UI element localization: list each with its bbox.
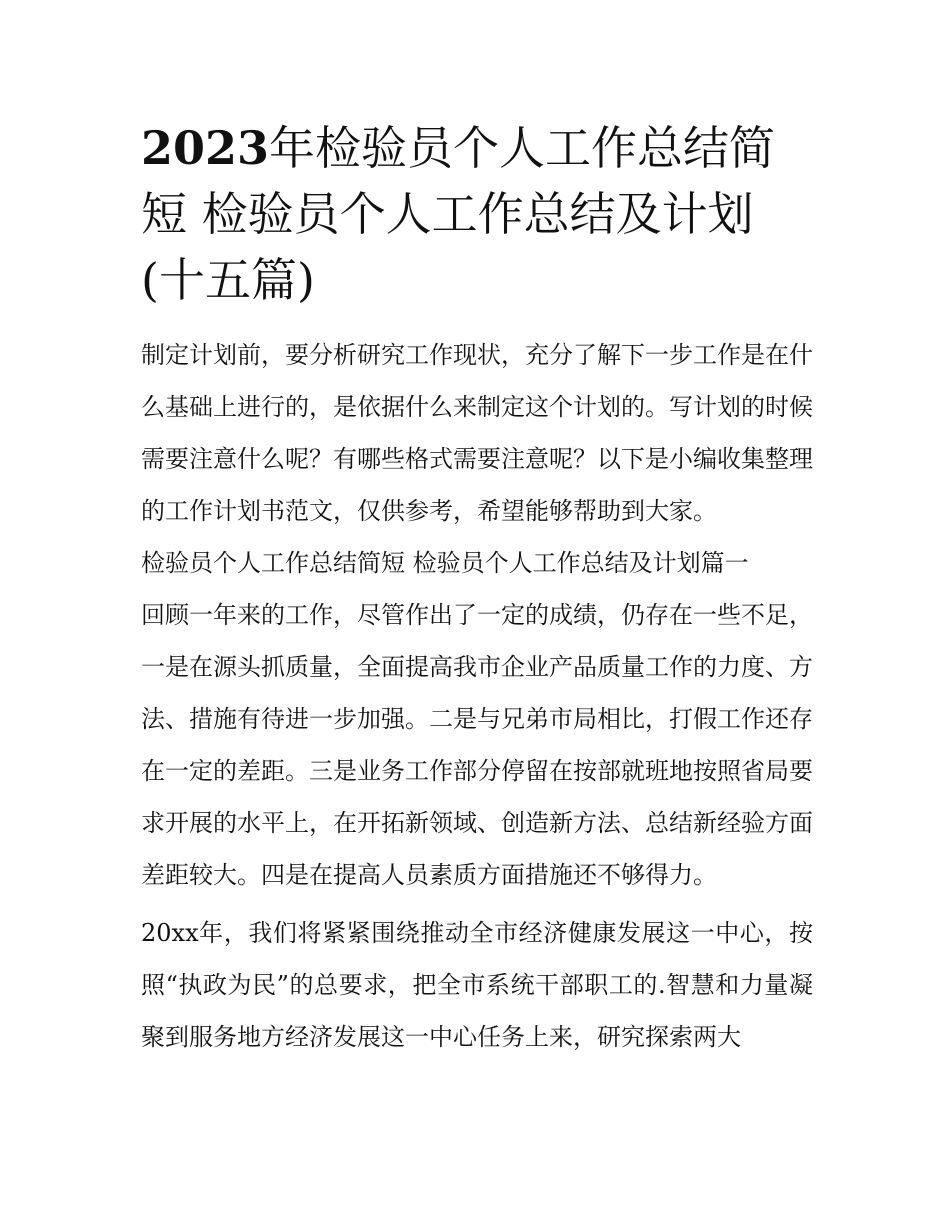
review-paragraph: 回顾一年来的工作，尽管作出了一定的成绩，仍存在一些不足，一是在源头抓质量，全面提高我市企业产品质量工作的力度、方法、措施有待进一步加强。二是与兄弟市局相比，打假工作还存在一定的差距。三是业务工作部分停留在按部就班地按照省局要求开展的水平上，在开拓新领域、创造新方法、总结新经验方面差距较大。四是在提高人员素质方面措施还不够得力。 bbox=[141, 601, 813, 889]
intro-paragraph: 制定计划前，要分析研究工作现状，充分了解下一步工作是在什么基础上进行的，是依据什么来制定这个计划的。写计划的时候需要注意什么呢？有哪些格式需要注意呢？以下是小编收集整理的工作计划书范文，仅供参考，希望能够帮助到大家。 bbox=[141, 341, 813, 525]
document-title bbox=[141, 115, 813, 313]
title-text: 年检验员个人工作总结简短 检验员个人工作总结及计划(十五篇) bbox=[141, 121, 776, 307]
document-body bbox=[141, 329, 813, 1063]
section-heading: 检验员个人工作总结简短 检验员个人工作总结及计划篇一 bbox=[141, 549, 749, 577]
document-page bbox=[141, 115, 813, 1063]
plan-paragraph: 20xx年，我们将紧紧围绕推动全市经济健康发展这一中心，按照“执政为民”的总要求，把全市系统干部职工的.智慧和力量凝聚到服务地方经济发展这一中心任务上来，研究探索两大 bbox=[141, 919, 813, 1051]
title-year: 2023 bbox=[141, 121, 270, 175]
